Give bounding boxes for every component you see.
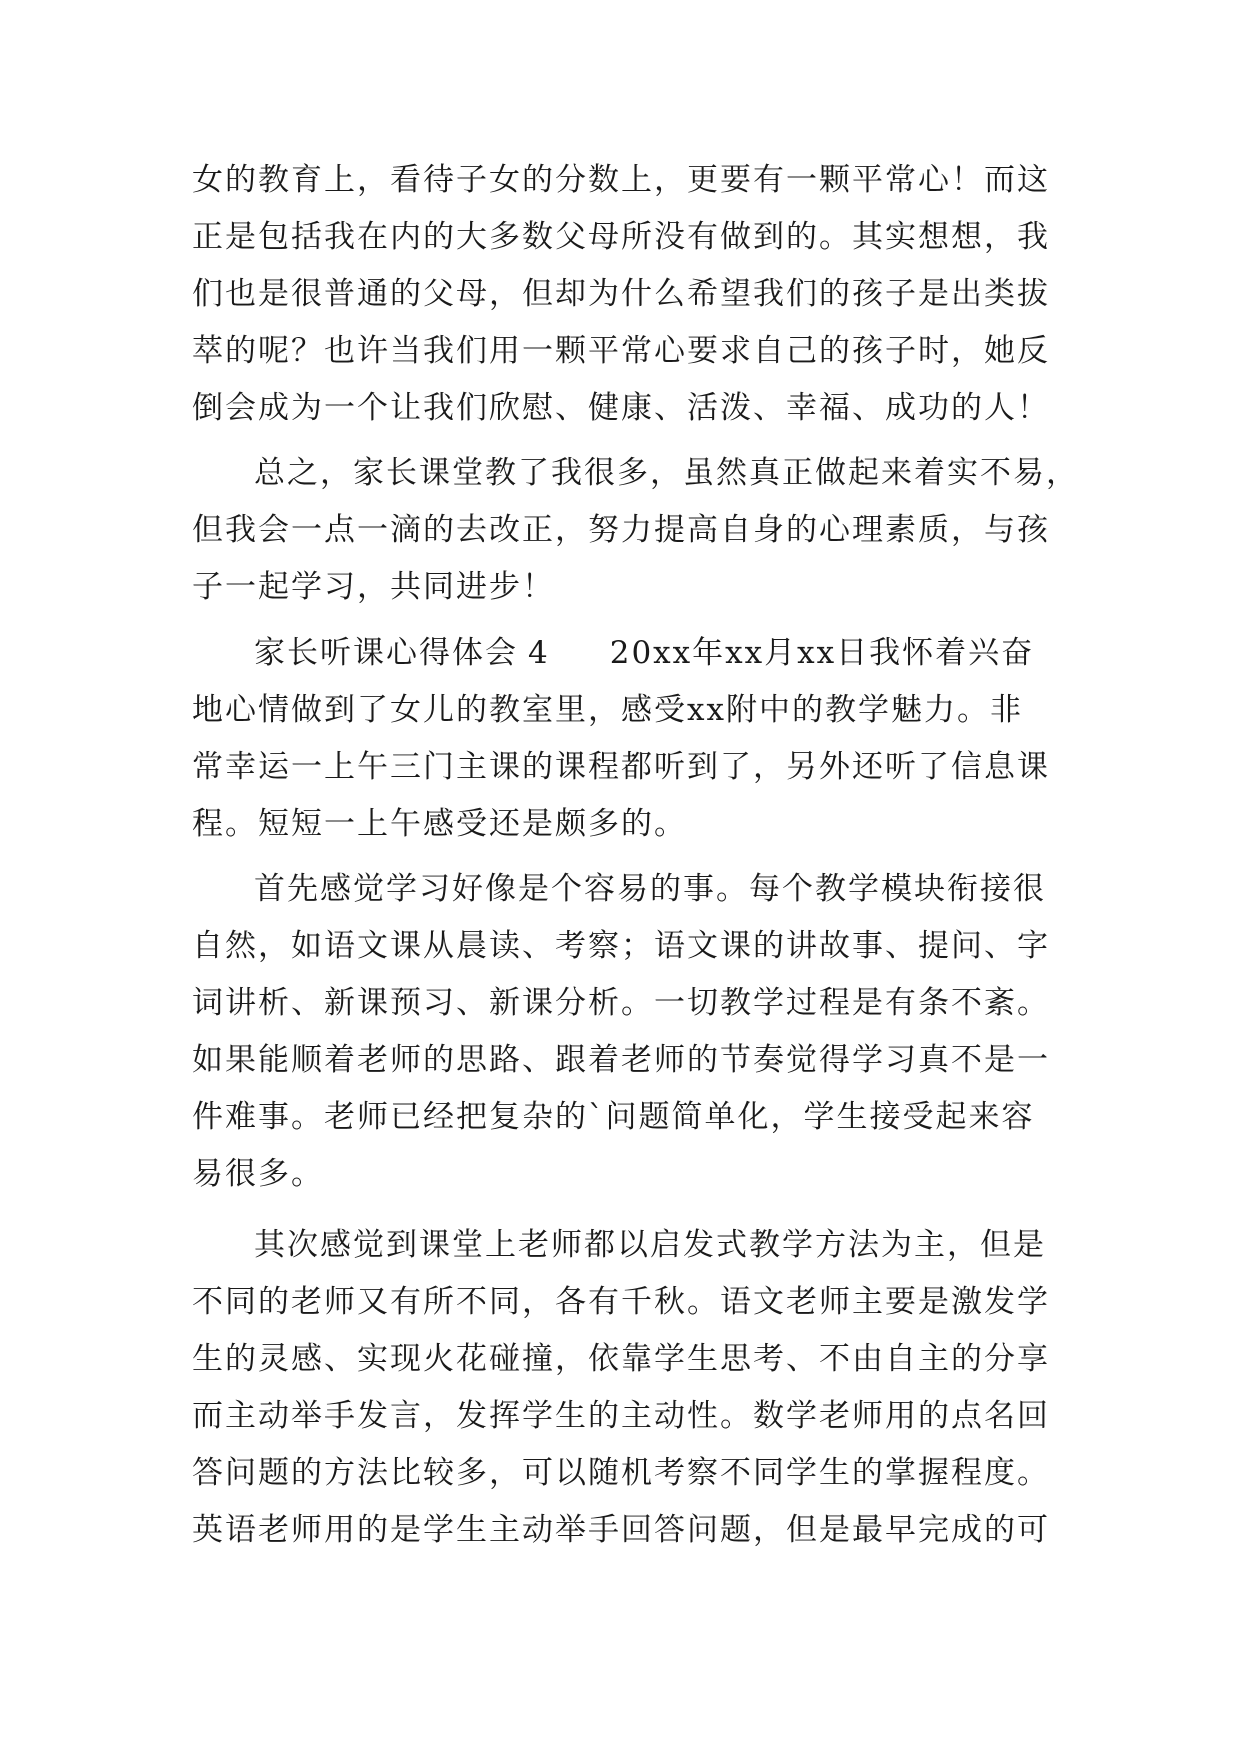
text-line: 子一起学习，共同进步！	[192, 569, 555, 605]
text-line: 词讲析、新课预习、新课分析。一切教学过程是有条不紊。	[192, 985, 1050, 1021]
text-line: 件难事。老师已经把复杂的`问题简单化，学生接受起来容	[192, 1099, 1035, 1135]
text-line: 正是包括我在内的大多数父母所没有做到的。其实想想，我	[192, 219, 1050, 255]
text-line: 生的灵感、实现火花碰撞，依靠学生思考、不由自主的分享	[192, 1341, 1050, 1377]
paragraph-4	[192, 861, 1052, 1203]
text-line: 但我会一点一滴的去改正，努力提高自身的心理素质，与孩	[192, 512, 1050, 548]
text-line: 常幸运一上午三门主课的课程都听到了，另外还听了信息课	[192, 749, 1050, 785]
section-heading-title: 家长听课心得体会	[254, 635, 518, 671]
text-line: 女的教育上，看待子女的分数上，更要有一颗平常心！而这	[192, 162, 1050, 198]
paragraph-2	[192, 445, 1079, 616]
text-line: 倒会成为一个让我们欣慰、健康、活泼、幸福、成功的人！	[192, 390, 1050, 426]
text-line: 萃的呢？也许当我们用一颗平常心要求自己的孩子时，她反	[192, 333, 1050, 369]
text-line: 地心情做到了女儿的教室里，感受xx附中的教学魅力。非	[192, 692, 1023, 728]
text-line: 答问题的方法比较多，可以随机考察不同学生的掌握程度。	[192, 1455, 1050, 1491]
section-heading-line	[192, 625, 1052, 682]
paragraph-1	[192, 152, 1052, 437]
text-line: 英语老师用的是学生主动举手回答问题，但是最早完成的可	[192, 1512, 1050, 1548]
text-line: 不同的老师又有所不同，各有千秋。语文老师主要是激发学	[192, 1284, 1050, 1320]
text-line: 易很多。	[192, 1156, 324, 1192]
text-line: 们也是很普通的父母，但却为什么希望我们的孩子是出类拔	[192, 276, 1050, 312]
paragraph-3	[192, 625, 1052, 853]
section-heading-date-text: 20xx年xx月xx日我怀着兴奋	[609, 635, 1035, 671]
paragraph-5	[192, 1217, 1052, 1559]
text-line: 其次感觉到课堂上老师都以启发式教学方法为主，但是	[254, 1227, 1046, 1263]
text-line: 程。短短一上午感受还是颇多的。	[192, 806, 687, 842]
text-line: 自然，如语文课从晨读、考察；语文课的讲故事、提问、字	[192, 928, 1050, 964]
text-line: 如果能顺着老师的思路、跟着老师的节奏觉得学习真不是一	[192, 1042, 1050, 1078]
text-line: 首先感觉学习好像是个容易的事。每个教学模块衔接很	[254, 871, 1046, 907]
text-line: 而主动举手发言，发挥学生的主动性。数学老师用的点名回	[192, 1398, 1050, 1434]
section-heading-number: 4	[528, 635, 550, 671]
text-line: 总之，家长课堂教了我很多，虽然真正做起来着实不易，	[254, 455, 1079, 491]
document-page	[192, 152, 1079, 1559]
